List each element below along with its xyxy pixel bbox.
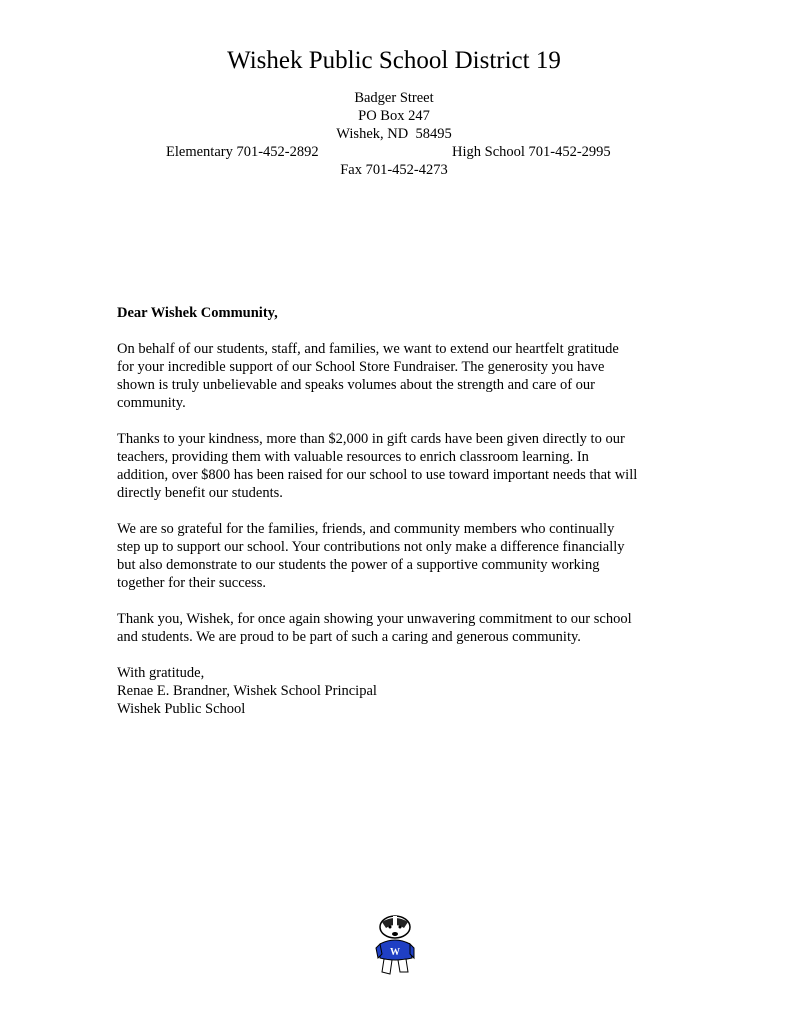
text-line: community. — [117, 395, 186, 411]
text-line: We are so grateful for the families, friends, and community members who continually — [117, 521, 615, 537]
street: Badger Street — [354, 90, 434, 106]
elementary-phone: Elementary 701-452-2892 — [166, 144, 319, 160]
text-line: and students. We are proud to be part of such a caring and generous community. — [117, 629, 581, 645]
organization: Wishek Public School — [117, 701, 246, 717]
paragraph-4 — [117, 610, 677, 646]
signer: Renae E. Brandner, Wishek School Principal — [117, 683, 377, 699]
badger-mascot-icon — [368, 912, 424, 978]
text-line: for your incredible support of our School Store Fundraiser. The generosity you have — [117, 359, 605, 375]
high-school-phone: High School 701-452-2995 — [452, 144, 611, 160]
letter-body — [117, 304, 677, 718]
svg-text:W: W — [390, 947, 400, 958]
phone-numbers — [0, 143, 788, 161]
text-line: directly benefit our students. — [117, 485, 283, 501]
text-line: On behalf of our students, staff, and families, we want to extend our heartfelt gratitude — [117, 341, 619, 357]
text-line: shown is truly unbelievable and speaks volumes about the strength and care of our — [117, 377, 595, 393]
text-line: teachers, providing them with valuable resources to enrich classroom learning. In — [117, 449, 589, 465]
letterhead-address — [0, 89, 788, 179]
closing: With gratitude, — [117, 665, 205, 681]
po-box: PO Box 247 — [358, 108, 430, 124]
paragraph-2 — [117, 430, 677, 502]
salutation: Dear Wishek Community, — [117, 305, 278, 321]
district-title: Wishek Public School District 19 — [227, 47, 561, 74]
text-line: together for their success. — [117, 575, 266, 591]
fax: Fax 701-452-4273 — [340, 162, 448, 178]
paragraph-3 — [117, 520, 677, 592]
text-line: but also demonstrate to our students the power of a supportive community working — [117, 557, 600, 573]
city-state-zip: Wishek, ND 58495 — [336, 126, 452, 142]
text-line: Thanks to your kindness, more than $2,000 in gift cards have been given directly to our — [117, 431, 625, 447]
paragraph-1 — [117, 340, 677, 412]
text-line: step up to support our school. Your contributions not only make a difference financially — [117, 539, 625, 555]
text-line: Thank you, Wishek, for once again showing your unwavering commitment to our school — [117, 611, 632, 627]
text-line: addition, over $800 has been raised for our school to use toward important needs that will — [117, 467, 638, 483]
